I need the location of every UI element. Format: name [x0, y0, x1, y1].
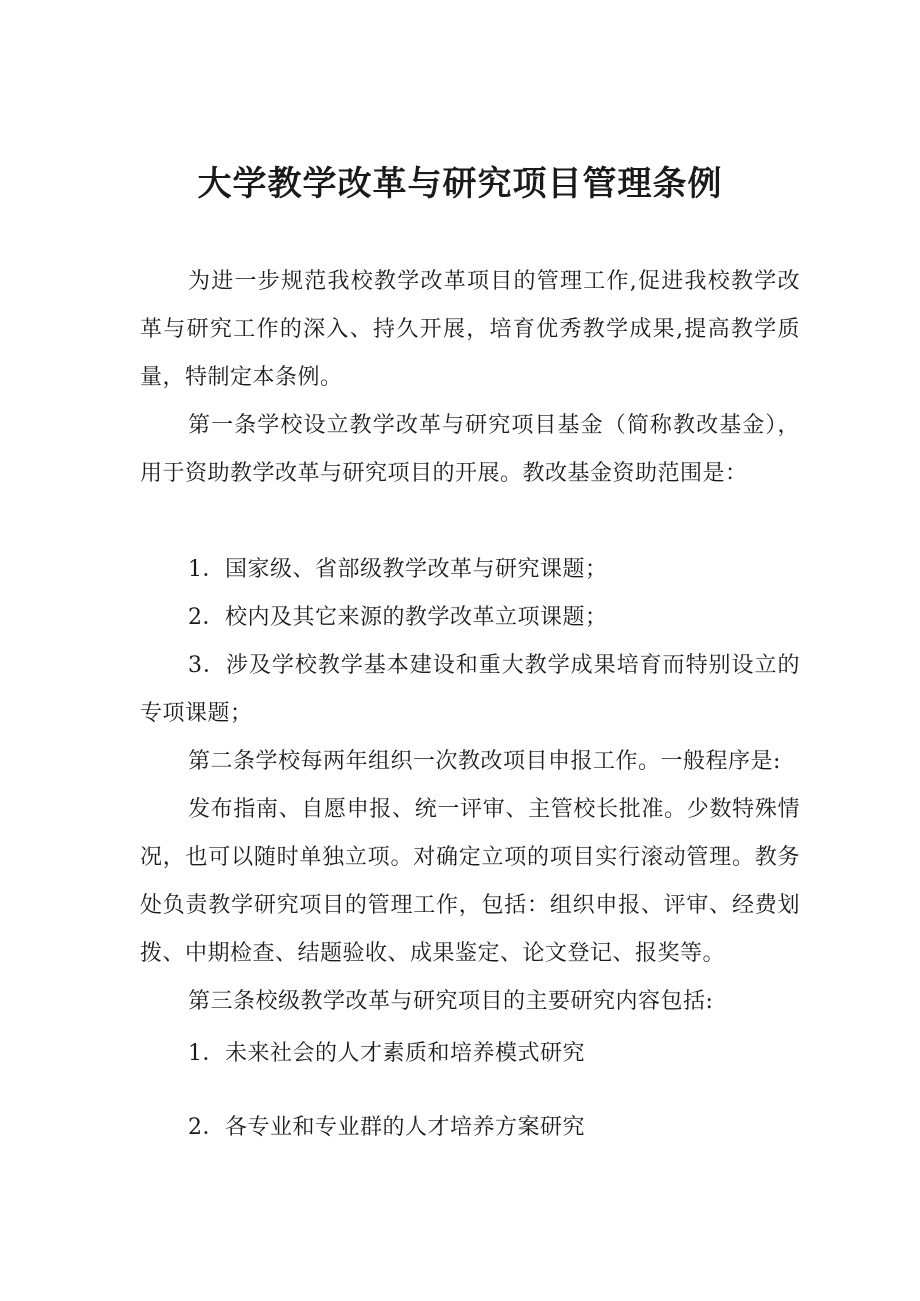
list-item-3: 3．涉及学校教学基本建设和重大教学成果培育而特别设立的专项课题； — [140, 653, 800, 726]
paragraph-article-1: 第一条学校设立教学改革与研究项目基金（简称教改基金），用于资助教学改革与研究项目的开展。教改基金资助范围是： — [140, 413, 800, 486]
list-item-research-1: 1．未来社会的人才素质和培养模式研究 — [188, 1041, 585, 1066]
list-item-research-2: 2．各专业和专业群的人才培养方案研究 — [188, 1115, 585, 1140]
paragraph-article-2: 第二条学校每两年组织一次教改项目申报工作。一般程序是: — [188, 749, 781, 774]
paragraph-procedure: 发布指南、自愿申报、统一评审、主管校长批准。少数特殊情况，也可以随时单独立项。对确定立项的项目实行滚动管理。教务处负责教学研究项目的管理工作，包括：组织申报、评审、经费划拨、中期检查、结题验收、成果鉴定、论文登记、报奖等。 — [140, 797, 800, 966]
list-item-2: 2．校内及其它来源的教学改革立项课题； — [188, 605, 608, 630]
document-title: 大学教学改革与研究项目管理条例 — [197, 164, 723, 204]
list-item-1: 1．国家级、省部级教学改革与研究课题； — [188, 557, 608, 582]
paragraph-intro: 为进一步规范我校教学改革项目的管理工作,促进我校教学改革与研究工作的深入、持久开展，培育优秀教学成果,提高教学质量，特制定本条例。 — [140, 269, 800, 390]
paragraph-article-3: 第三条校级教学改革与研究项目的主要研究内容包括: — [188, 989, 714, 1014]
